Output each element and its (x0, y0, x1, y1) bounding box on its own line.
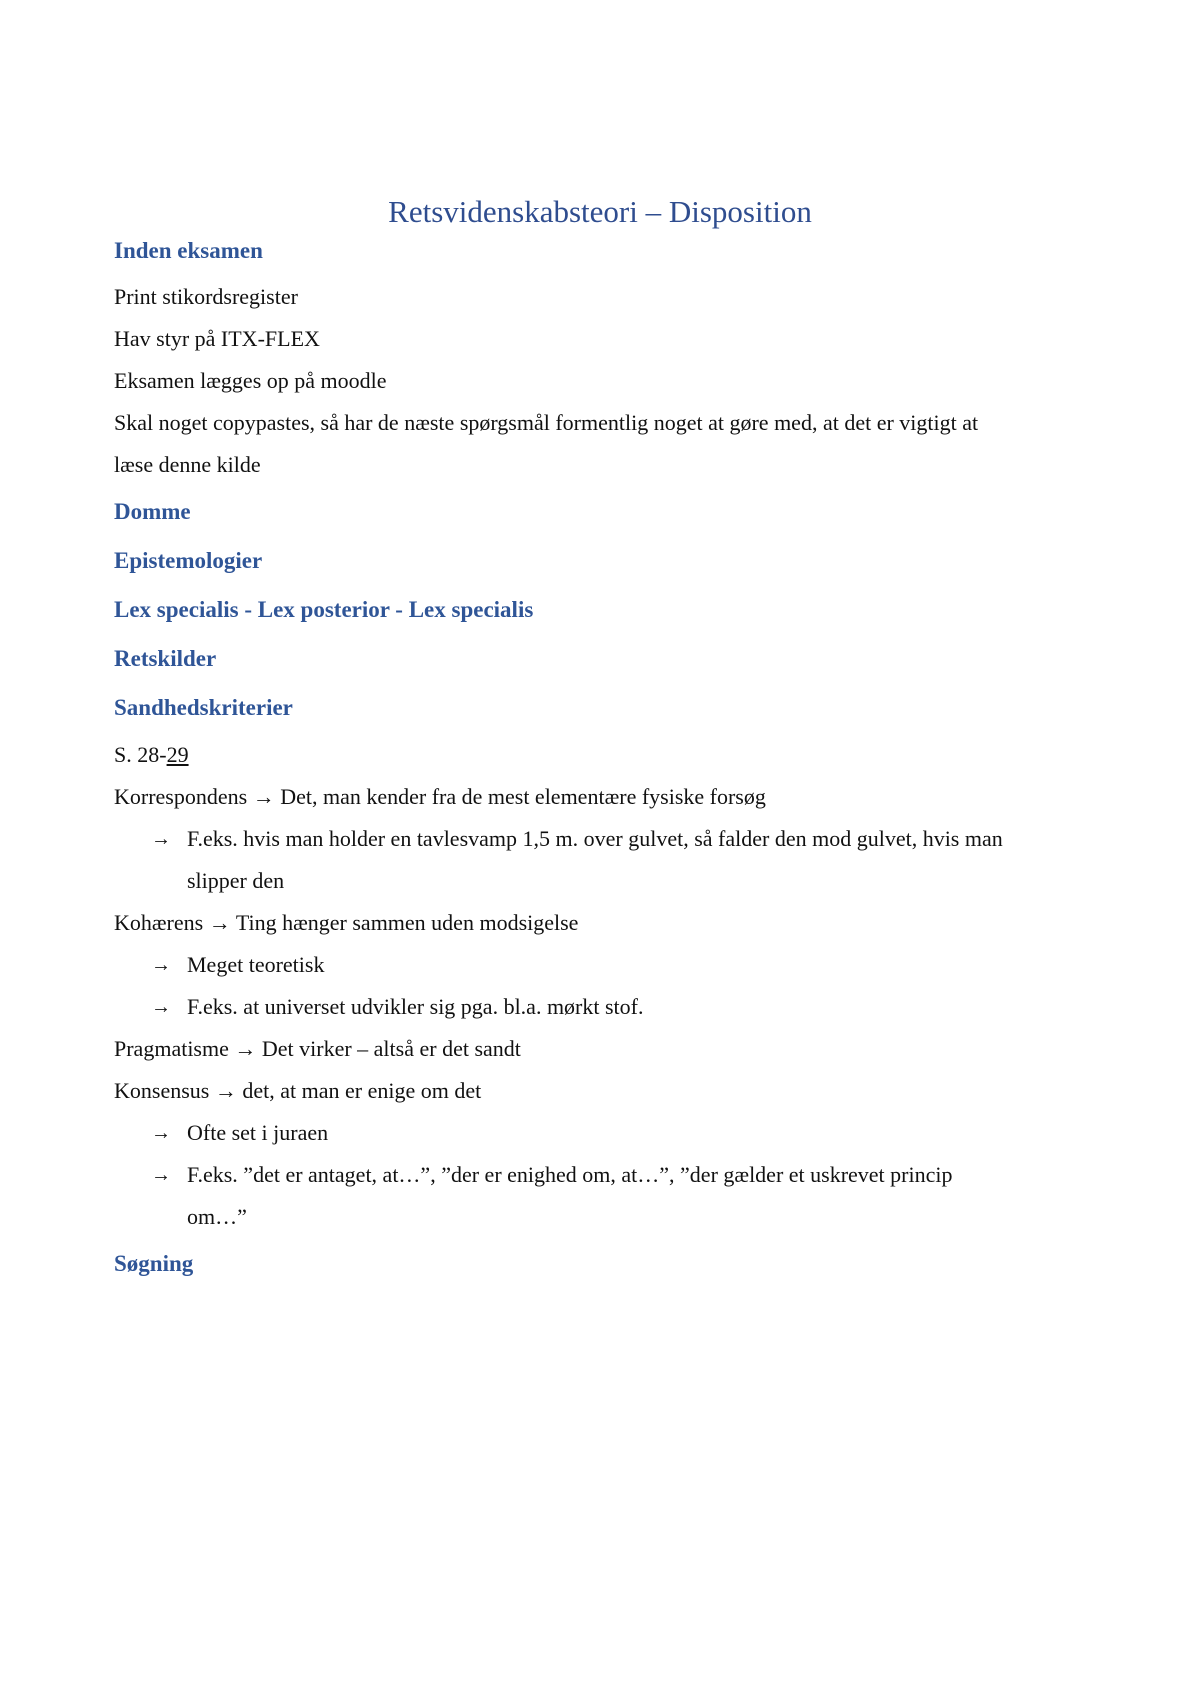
bullet-text: slipper den (187, 868, 285, 893)
heading-retskilder: Retskilder (114, 646, 217, 671)
criterion-koherens (114, 908, 578, 938)
criterion-term: Korrespondens (114, 784, 248, 809)
arrow-icon: → (252, 784, 275, 809)
criterion-text: Det, man kender fra de mest elementære fysiske forsøg (280, 784, 766, 809)
arrow-bullet-icon: → (151, 1122, 171, 1144)
text-line: Print stikordsregister (114, 284, 298, 309)
arrow-bullet-icon: → (151, 828, 171, 850)
arrow-icon: → (208, 910, 231, 935)
bullet-text: F.eks. at universet udvikler sig pga. bl.a. mørkt stof. (187, 994, 644, 1019)
criterion-text: Ting hænger sammen uden modsigelse (235, 910, 579, 935)
bullet-text: om…” (187, 1204, 247, 1229)
bullet-text: Meget teoretisk (187, 952, 325, 977)
text-line: læse denne kilde (114, 452, 261, 477)
arrow-icon: → (234, 1036, 257, 1061)
criterion-konsensus (114, 1076, 481, 1106)
criterion-pragmatisme (114, 1034, 521, 1064)
heading-sandhedskriterier: Sandhedskriterier (114, 695, 293, 720)
bullet-text: Ofte set i juraen (187, 1120, 329, 1145)
criterion-term: Kohærens (114, 910, 204, 935)
arrow-bullet-icon: → (151, 1164, 171, 1186)
criterion-term: Pragmatisme (114, 1036, 229, 1061)
text-line: Eksamen lægges op på moodle (114, 368, 387, 393)
heading-epistemologier: Epistemologier (114, 548, 263, 573)
arrow-bullet-icon: → (151, 954, 171, 976)
page-ref-underlined: 29 (166, 742, 189, 767)
criterion-korrespondens (114, 782, 766, 812)
criterion-text: det, at man er enige om det (242, 1078, 482, 1103)
bullet-text: F.eks. ”det er antaget, at…”, ”der er enighed om, at…”, ”der gælder et uskrevet princip (187, 1162, 953, 1187)
heading-inden-eksamen: Inden eksamen (114, 238, 263, 263)
heading-lex: Lex specialis - Lex posterior - Lex specialis (114, 597, 534, 622)
criterion-text: Det virker – altså er det sandt (261, 1036, 521, 1061)
text-line: Skal noget copypastes, så har de næste spørgsmål formentlig noget at gøre med, at det er vigtigt at (114, 410, 979, 435)
bullet-text: F.eks. hvis man holder en tavlesvamp 1,5 m. over gulvet, så falder den mod gulvet, hvis man (187, 826, 1003, 851)
heading-domme: Domme (114, 499, 191, 524)
arrow-bullet-icon: → (151, 996, 171, 1018)
arrow-icon: → (214, 1078, 237, 1103)
criterion-term: Konsensus (114, 1078, 210, 1103)
heading-sogning: Søgning (114, 1251, 194, 1276)
text-line: Hav styr på ITX-FLEX (114, 326, 320, 351)
document-title: Retsvidenskabsteori – Disposition (388, 194, 812, 229)
page-reference (114, 740, 189, 770)
page-ref-prefix: S. 28- (114, 742, 167, 767)
